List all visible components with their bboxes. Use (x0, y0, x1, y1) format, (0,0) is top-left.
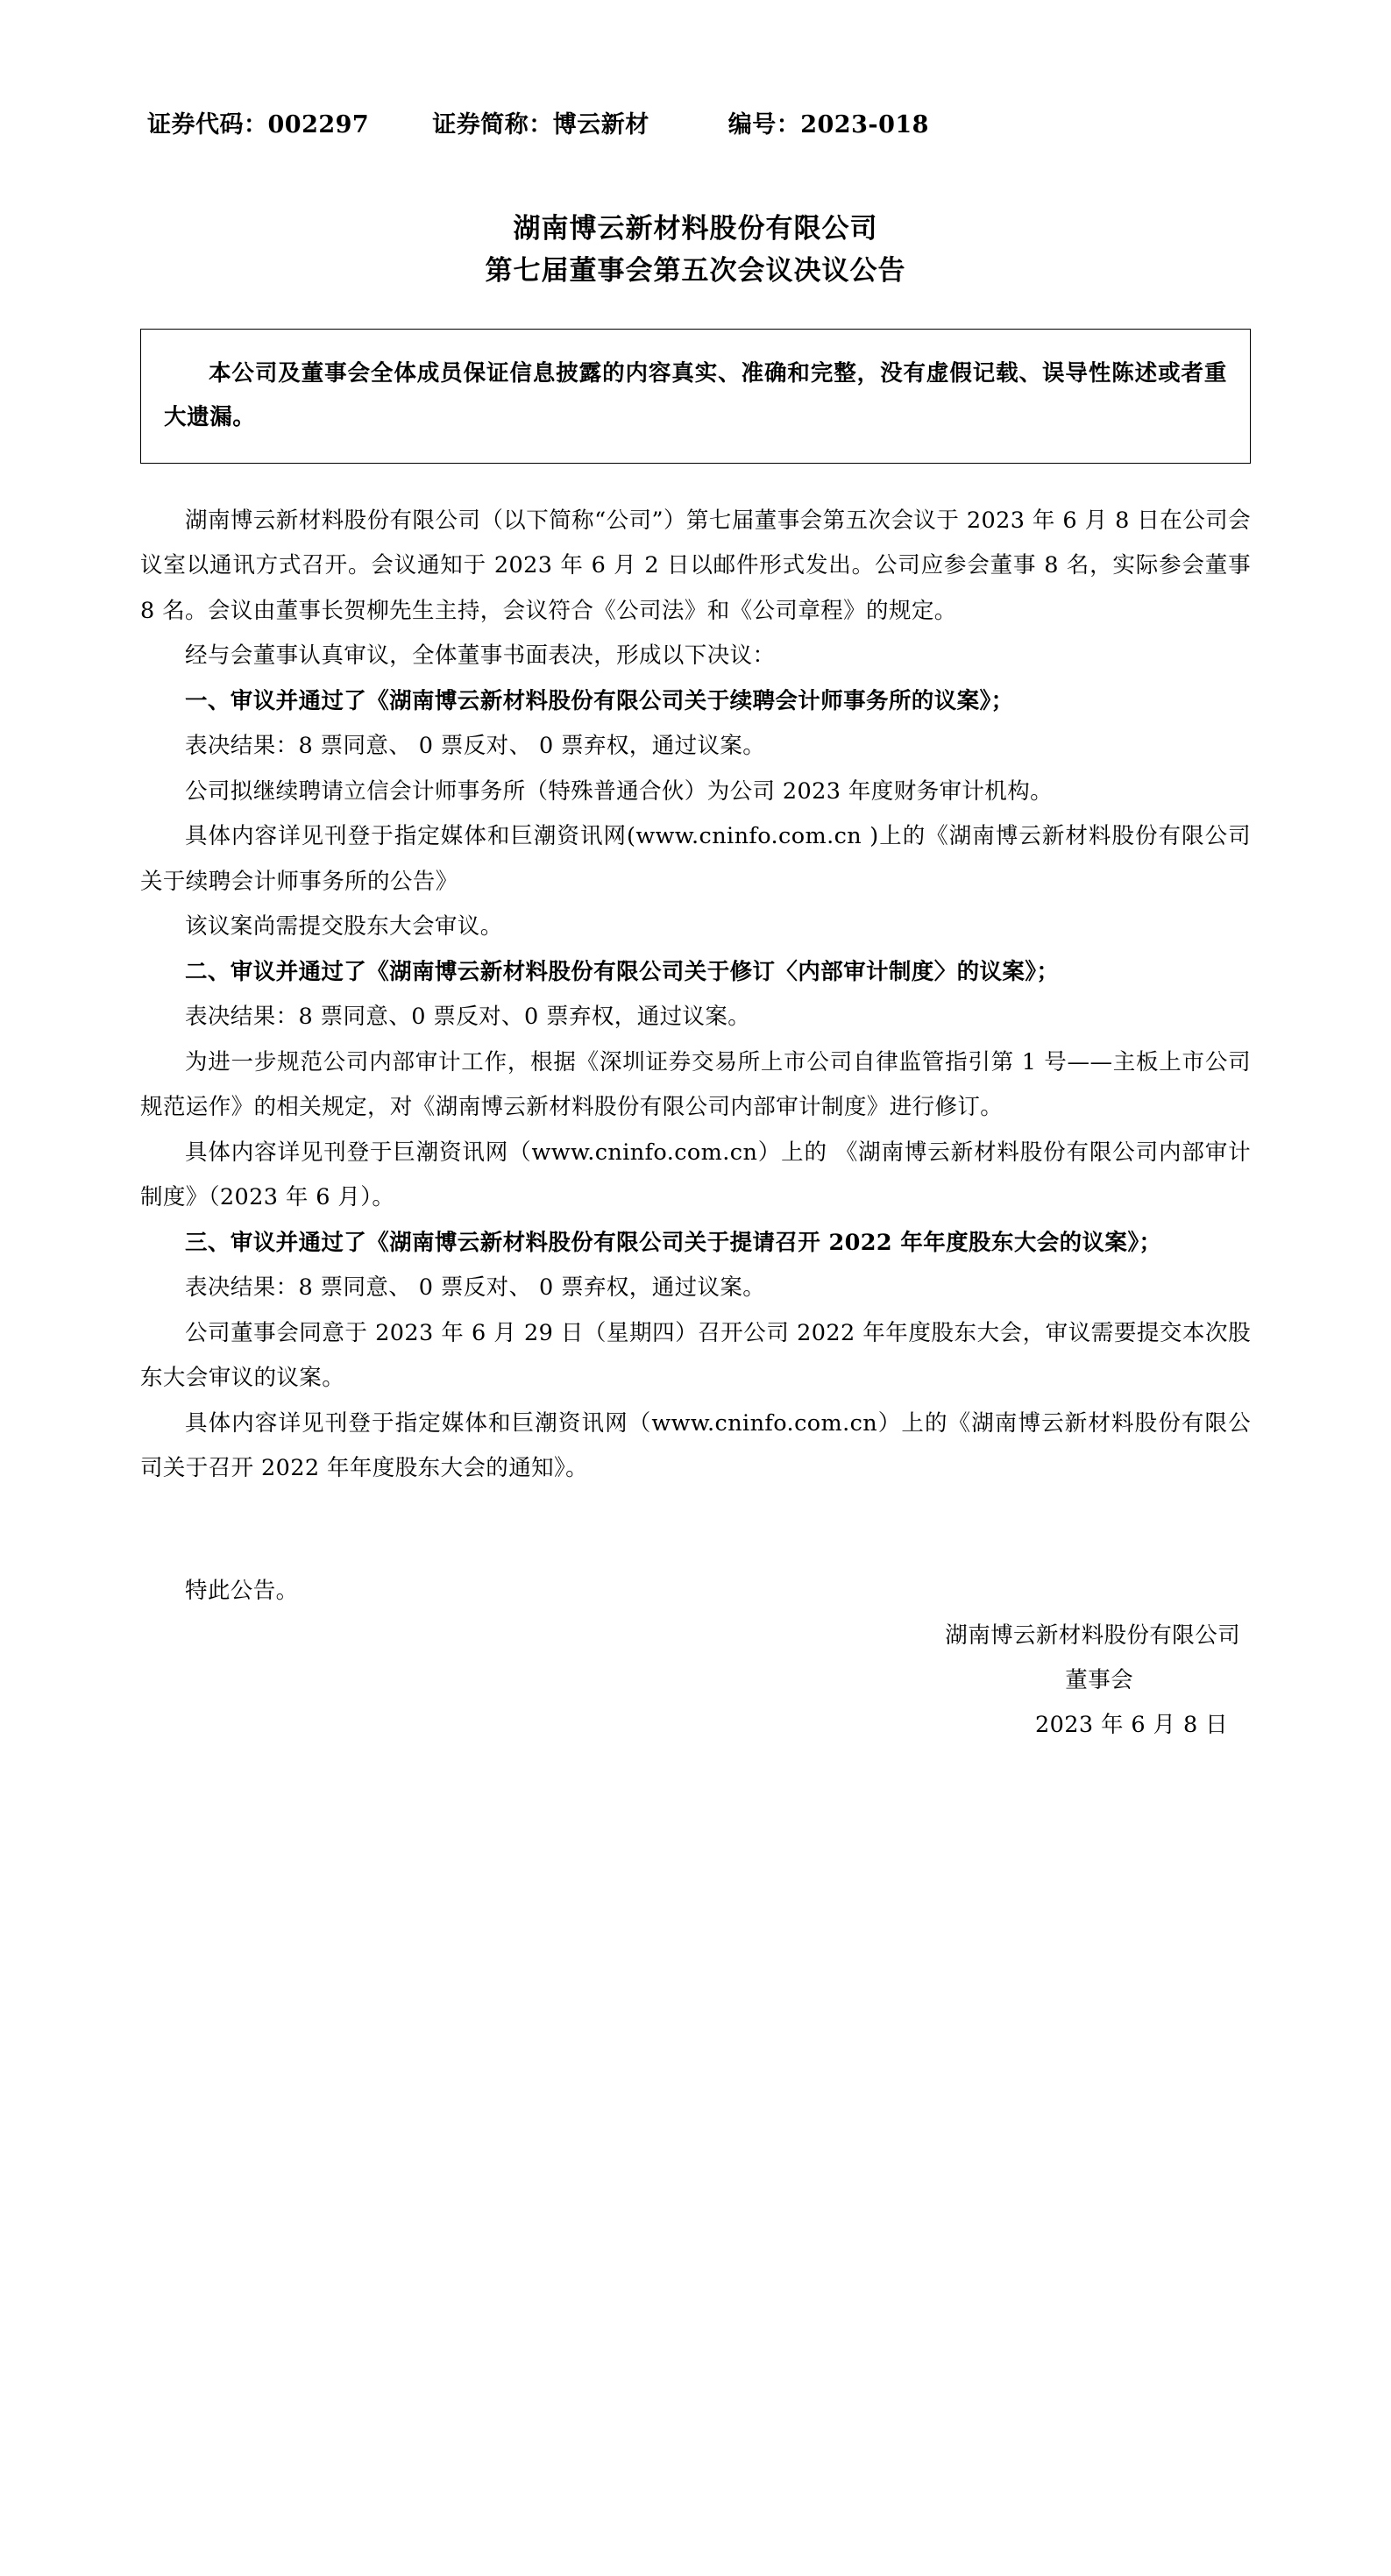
signature-date: 2023 年 6 月 8 日 (1035, 1712, 1228, 1739)
resolution-2-detail-1: 为进一步规范公司内部审计工作，根据《深圳证券交易所上市公司自律监管指引第 1 号——主板上市公司规范运作》的相关规定，对《湖南博云新材料股份有限公司内部审计制度》进行修订。 (140, 1048, 1251, 1121)
disclaimer-box (140, 329, 1251, 463)
closing-statement: 特此公告。 (185, 1577, 299, 1604)
paragraph-resolution-intro: 经与会董事认真审议，全体董事书面表决，形成以下决议： (185, 642, 776, 670)
resolution-3-detail-2: 具体内容详见刊登于指定媒体和巨潮资讯网（www.cninfo.com.cn）上的《湖南博云新材料股份有限公司关于召开 2022 年年度股东大会的通知》。 (140, 1409, 1251, 1482)
body-spacer (140, 1492, 1251, 1569)
resolution-2-vote: 表决结果：8 票同意、0 票反对、0 票弃权，通过议案。 (185, 1004, 751, 1031)
resolution-1-detail-2: 具体内容详见刊登于指定媒体和巨潮资讯网(www.cninfo.com.cn )上的《湖南博云新材料股份有限公司关于续聘会计师事务所的公告》 (140, 823, 1251, 895)
title-line-2: 第七届董事会第五次会议决议公告 (485, 255, 906, 287)
signature-org: 董事会 (1065, 1667, 1133, 1694)
resolution-3-title: 三、审议并通过了《湖南博云新材料股份有限公司关于提请召开 2022 年年度股东大会的议案》； (185, 1229, 1162, 1256)
title-line-1: 湖南博云新材料股份有限公司 (513, 213, 878, 245)
signature-block (140, 1614, 1251, 1748)
security-code: 证券代码：002297 (147, 111, 370, 138)
resolution-1-detail-3: 该议案尚需提交股东大会审议。 (185, 913, 503, 940)
document-header (140, 105, 1251, 139)
disclaimer-text: 本公司及董事会全体成员保证信息披露的内容真实、准确和完整，没有虚假记载、误导性陈述或者重大遗漏。 (164, 360, 1227, 430)
document-body (140, 499, 1251, 1614)
resolution-3-detail-1: 公司董事会同意于 2023 年 6 月 29 日（星期四）召开公司 2022 年年度股东大会，审议需要提交本次股东大会审议的议案。 (140, 1319, 1251, 1392)
page-title (140, 208, 1251, 292)
resolution-1-detail-1: 公司拟继续聘请立信会计师事务所（特殊普通合伙）为公司 2023 年度财务审计机构。 (185, 777, 1054, 805)
resolution-2-detail-2: 具体内容详见刊登于巨潮资讯网（www.cninfo.com.cn）上的 《湖南博云新材料股份有限公司内部审计制度》（2023 年 6 月）。 (140, 1139, 1251, 1211)
signature-company: 湖南博云新材料股份有限公司 (945, 1622, 1240, 1650)
resolution-2-title: 二、审议并通过了《湖南博云新材料股份有限公司关于修订〈内部审计制度〉的议案》； (185, 958, 1060, 985)
security-short-name: 证券简称：博云新材 (432, 111, 649, 138)
paragraph-meeting-info: 湖南博云新材料股份有限公司（以下简称“公司”）第七届董事会第五次会议于 2023 年 6 月 8 日在公司会议室以通讯方式召开。会议通知于 2023 年 6 月 2 日以邮件形式发出。公司应参会董事 8 名，实际参会董事 8 名。会议由董事长贺柳先生主持，会议符合《公司法》和《公司章程》的规定。 (140, 507, 1251, 624)
resolution-1-vote: 表决结果：8 票同意、 0 票反对、 0 票弃权，通过议案。 (185, 733, 766, 760)
resolution-3-vote: 表决结果：8 票同意、 0 票反对、 0 票弃权，通过议案。 (185, 1274, 766, 1302)
resolution-1-title: 一、审议并通过了《湖南博云新材料股份有限公司关于续聘会计师事务所的议案》； (185, 687, 1014, 714)
announcement-number: 编号：2023-018 (727, 111, 929, 138)
